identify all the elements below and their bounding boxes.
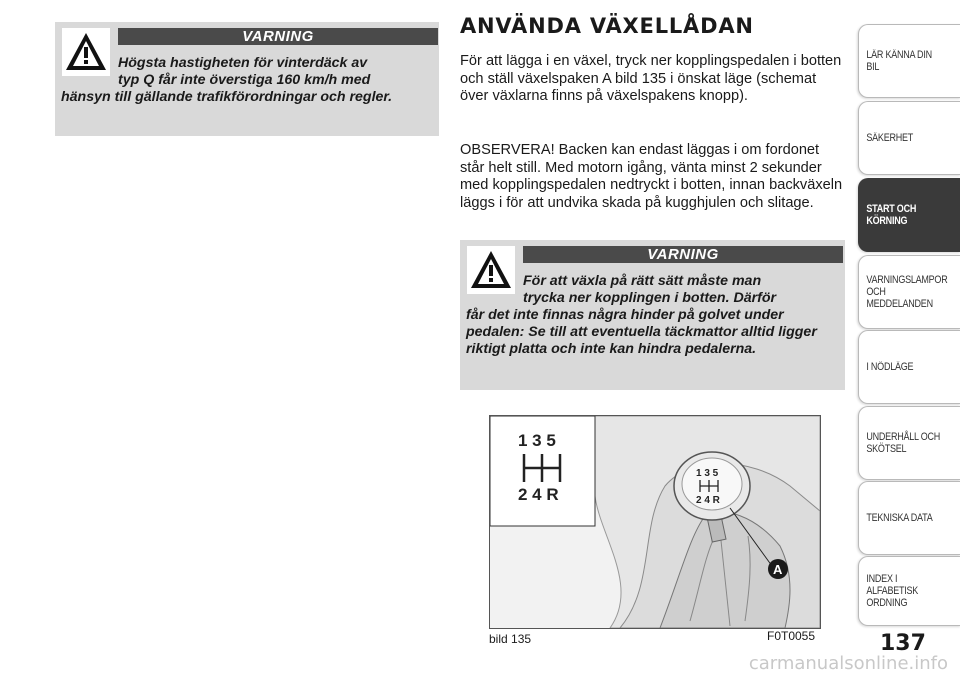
tab-index[interactable]: INDEX I ALFABETISK ORDNING: [858, 556, 960, 626]
section-title: ANVÄNDA VÄXELLÅDAN: [460, 14, 754, 38]
tab-varningslampor[interactable]: VARNINGSLAMPOR OCH MEDDELANDEN: [858, 255, 960, 329]
gear-diagram-bottom: 2 4 R: [518, 485, 559, 504]
tab-lar-kanna-din-bil[interactable]: LÄR KÄNNA DIN BIL: [858, 24, 960, 98]
knob-bottom-gears: 2 4 R: [696, 495, 720, 506]
page-number: 137: [880, 631, 926, 656]
tab-underhall-och-skotsel[interactable]: UNDERHÅLL OCH SKÖTSEL: [858, 406, 960, 480]
gear-shift-illustration: [489, 415, 821, 629]
tab-i-nodlage[interactable]: I NÖDLÄGE: [858, 330, 960, 404]
warning-label: VARNING: [523, 246, 843, 263]
gear-diagram-top: 1 3 5: [518, 431, 556, 450]
tab-tekniska-data[interactable]: TEKNISKA DATA: [858, 481, 960, 555]
figure-caption: bild 135: [489, 632, 532, 646]
tab-start-och-korning[interactable]: START OCH KÖRNING: [858, 178, 960, 252]
figure-code: F0T0055: [767, 629, 816, 643]
warning-box-speed: [55, 22, 439, 136]
warning-text: Högsta hastigheten för vinterdäck av typ Q får inte överstiga 160 km/h med hänsyn till gällande trafikförordningar och regler.: [61, 55, 393, 105]
tab-sakerhet[interactable]: SÄKERHET: [858, 101, 960, 175]
paragraph-reverse-note: OBSERVERA! Backen kan endast läggas i om fordonet står helt still. Med motorn igång, vänta minst 2 sekunder med kopplingspedalen nedtryckt i botten, innan backväxeln läggs i för att undvika skada på kugghjulen och slitage.: [460, 142, 843, 211]
warning-label: VARNING: [118, 28, 438, 45]
watermark: carmanualsonline.info: [748, 653, 948, 674]
knob-top-gears: 1 3 5: [696, 468, 719, 479]
paragraph-gear-usage: För att lägga i en växel, tryck ner kopplingspedalen i botten och ställ växelspaken A bild 135 i önskat läge (schemat över växlarna finns på växelspakens knopp).: [460, 53, 842, 104]
warning-box-clutch: [460, 240, 845, 390]
callout-a-label: A: [773, 562, 783, 577]
warning-text: För att växla på rätt sätt måste man trycka ner kopplingen i botten. Därför får det inte finnas några hinder på golvet under pedalen: Se till att eventuella täckmattor alltid ligger riktigt platta och inte kan hindra pedalerna.: [466, 273, 817, 357]
